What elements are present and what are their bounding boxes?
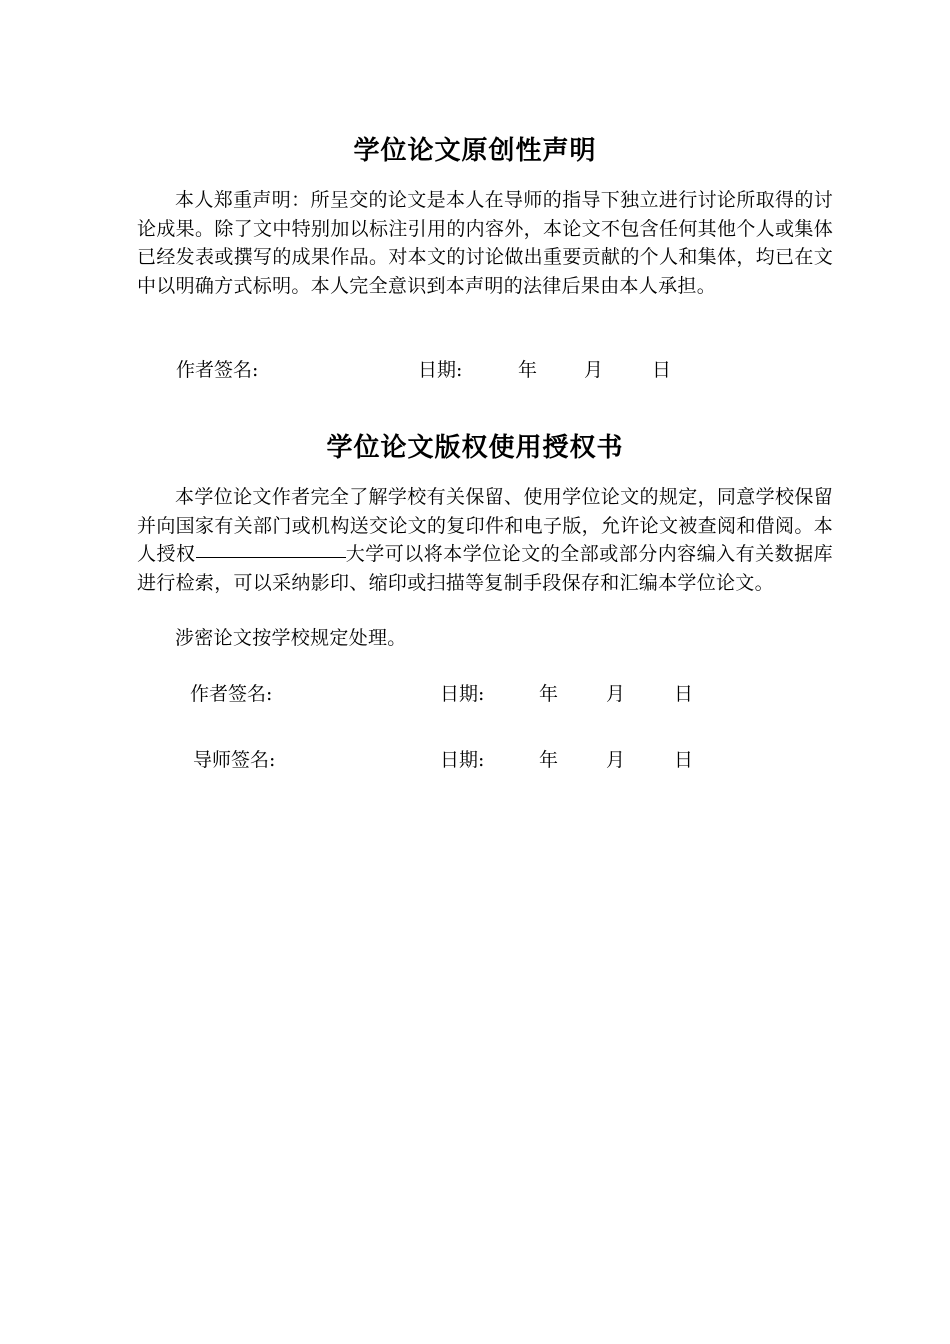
author-signature-label: 作者签名: bbox=[176, 359, 259, 381]
date-label: 日期: bbox=[440, 683, 485, 705]
author-signature-label: 作者签名: bbox=[190, 683, 273, 705]
day-label: 日 bbox=[674, 683, 694, 705]
authorization-body bbox=[137, 483, 833, 597]
date-label: 日期: bbox=[418, 359, 463, 381]
month-label: 月 bbox=[606, 749, 626, 771]
classified-note: 涉密论文按学校规定处理。 bbox=[175, 627, 407, 649]
year-label: 年 bbox=[539, 749, 559, 771]
month-label: 月 bbox=[584, 359, 604, 381]
authorization-body-before: 本学位论文作者完全了解学校有关保留、使用学位论文的规定，同意学校保留并向国家有关部门或机构送交论文的复印件和电子版，允许论文被查阅和借阅。本人授权 bbox=[137, 486, 833, 565]
university-name-blank[interactable] bbox=[196, 556, 346, 558]
declaration-title: 学位论文原创性声明 bbox=[353, 136, 597, 166]
authorization-body-after: 大学可以将本学位论文的全部或部分内容编入有关数据库进行检索，可以采纳影印、缩印或扫描等复制手段保存和汇编本学位论文。 bbox=[137, 543, 833, 594]
year-label: 年 bbox=[518, 359, 538, 381]
declaration-body: 本人郑重声明：所呈交的论文是本人在导师的指导下独立进行讨论所取得的讨论成果。除了文中特别加以标注引用的内容外，本论文不包含任何其他个人或集体已经发表或撰写的成果作品。对本文的讨论做出重要贡献的个人和集体，均已在文中以明确方式标明。本人完全意识到本声明的法律后果由本人承担。 bbox=[137, 189, 833, 297]
day-label: 日 bbox=[674, 749, 694, 771]
authorization-title: 学位论文版权使用授权书 bbox=[326, 433, 624, 463]
authorization-author-signature-row bbox=[190, 680, 890, 708]
supervisor-signature-row bbox=[193, 746, 893, 774]
day-label: 日 bbox=[652, 359, 672, 381]
year-label: 年 bbox=[539, 683, 559, 705]
supervisor-signature-label: 导师签名: bbox=[193, 749, 276, 771]
declaration-signature-row bbox=[176, 356, 876, 384]
month-label: 月 bbox=[606, 683, 626, 705]
date-label: 日期: bbox=[440, 749, 485, 771]
